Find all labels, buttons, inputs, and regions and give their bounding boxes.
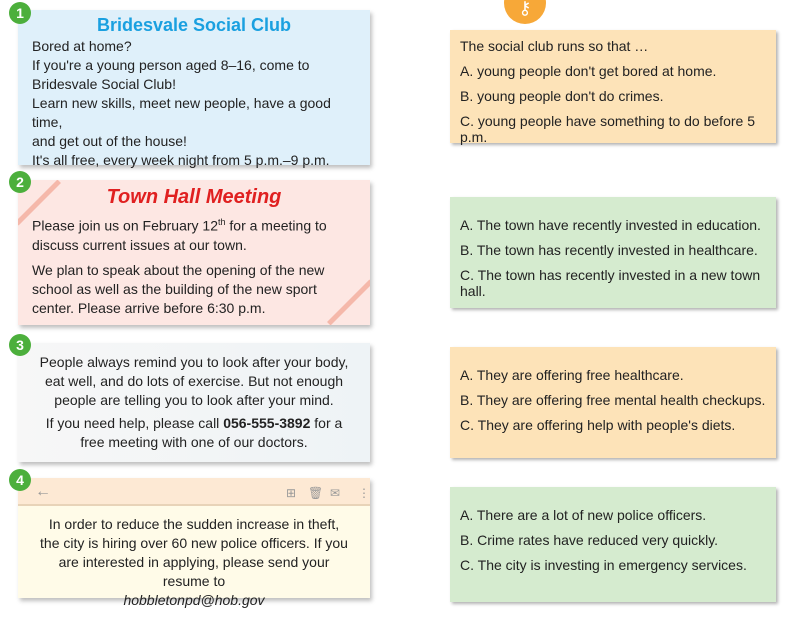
number-badge: 3 bbox=[9, 334, 31, 356]
ad-paragraph: People always remind you to look after your body, eat well, and do lots of exercise. But not enough people are telling you to look after your mind. bbox=[39, 354, 349, 408]
option[interactable]: C. young people have something to do before 5 p.m. bbox=[460, 113, 755, 145]
email-address: hobbletonpd@hob.gov bbox=[123, 592, 265, 608]
number-badge: 2 bbox=[9, 171, 31, 193]
question-box bbox=[450, 347, 776, 458]
archive-icon[interactable]: ⊞ bbox=[286, 486, 297, 500]
question-box bbox=[450, 197, 776, 308]
option[interactable]: B. The town has recently invested in healthcare. bbox=[460, 242, 758, 258]
email-toolbar bbox=[18, 478, 370, 506]
question-stem: The social club runs so that … bbox=[460, 38, 649, 54]
option[interactable]: A. young people don't get bored at home. bbox=[460, 63, 717, 79]
social-club-notice bbox=[18, 10, 370, 168]
question-box bbox=[450, 30, 776, 143]
notice-title: Town Hall Meeting bbox=[106, 186, 282, 208]
question-box bbox=[450, 487, 776, 602]
back-arrow-icon[interactable]: ← bbox=[35, 483, 51, 500]
option[interactable]: A. The town have recently invested in education. bbox=[460, 217, 761, 233]
text-line: Bored at home? bbox=[32, 38, 132, 54]
text-line: and get out of the house! bbox=[32, 133, 187, 149]
notice-title: Bridesvale Social Club bbox=[96, 15, 292, 35]
option[interactable]: C. The town has recently invested in a new town hall. bbox=[460, 267, 761, 299]
key-icon: ⚷ bbox=[504, 0, 546, 24]
text-line: Bridesvale Social Club! bbox=[32, 76, 176, 92]
number-badge: 1 bbox=[9, 2, 31, 24]
mail-icon[interactable]: ✉ bbox=[330, 486, 341, 500]
notice-paragraph: We plan to speak about the opening of the new school as well as the building of the new sport center. Please arrive before 6:30 p.m. bbox=[32, 261, 325, 316]
trash-icon[interactable]: 🗑 bbox=[308, 486, 324, 500]
town-hall-notice bbox=[18, 180, 370, 325]
option[interactable]: B. young people don't do crimes. bbox=[460, 88, 664, 104]
mental-health-ad bbox=[18, 343, 370, 462]
option[interactable]: C. They are offering help with people's diets. bbox=[460, 417, 736, 433]
option[interactable]: B. Crime rates have reduced very quickly. bbox=[460, 532, 719, 548]
police-email bbox=[18, 478, 370, 608]
option[interactable]: C. The city is investing in emergency services. bbox=[460, 557, 747, 573]
more-icon[interactable]: ⋮ bbox=[358, 486, 370, 500]
text-line: If you're a young person aged 8–16, come to bbox=[32, 57, 310, 73]
text-line: It's all free, every week night from 5 p.m.–9 p.m. bbox=[32, 152, 330, 168]
number-badge: 4 bbox=[9, 469, 31, 491]
option[interactable]: B. They are offering free mental health checkups. bbox=[460, 392, 766, 408]
phone-number: 056-555-3892 bbox=[223, 415, 311, 431]
option[interactable]: A. There are a lot of new police officers. bbox=[460, 507, 707, 523]
notice-paragraph: Please join us on February 12th for a meeting to discuss current issues at our town. bbox=[32, 217, 327, 253]
ad-paragraph: If you need help, please call 056-555-3892 for a free meeting with one of our doctors. bbox=[45, 415, 343, 450]
option[interactable]: A. They are offering free healthcare. bbox=[460, 367, 684, 383]
email-body: In order to reduce the sudden increase in theft, the city is hiring over 60 new police officers. If you are interested in applying, please send your resume to hobbletonpd@hob.gov bbox=[40, 516, 348, 608]
text-line: Learn new skills, meet new people, have a good time, bbox=[32, 95, 331, 130]
